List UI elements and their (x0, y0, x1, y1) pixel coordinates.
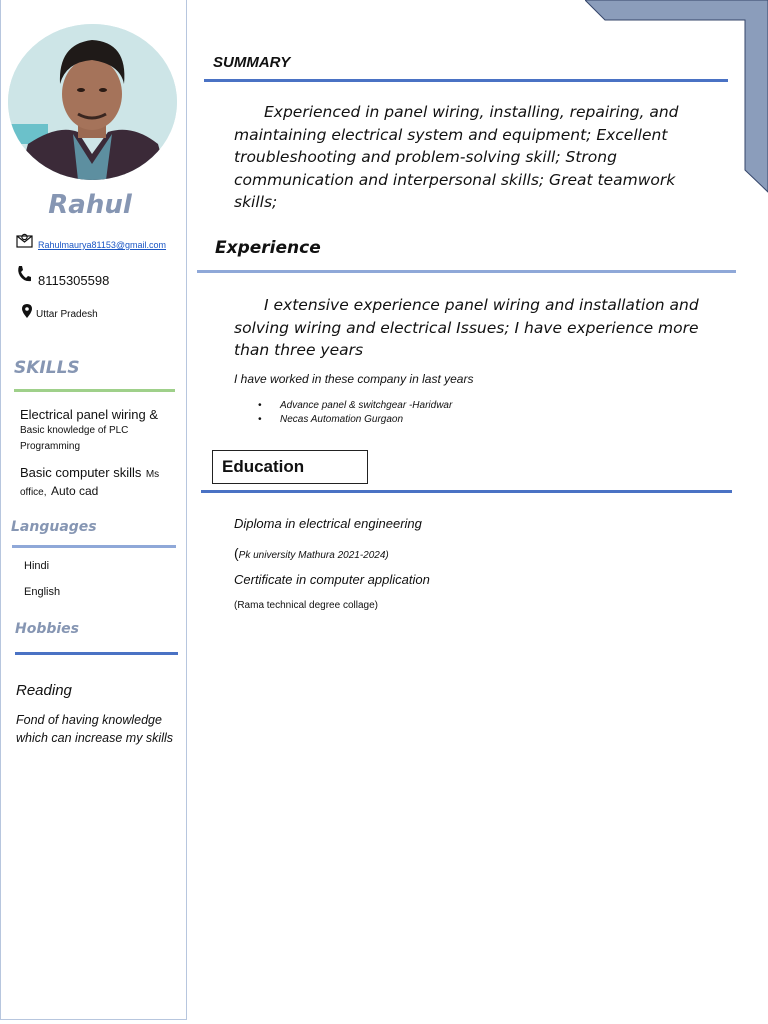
language-item: English (24, 586, 61, 598)
summary-divider (204, 79, 728, 82)
profile-photo (8, 24, 177, 180)
education-degree-info (234, 545, 389, 561)
skills-title: SKILLS (14, 358, 80, 378)
skill-line: Ms office, (20, 469, 160, 498)
education-title: Education (222, 457, 305, 476)
skill-line: Electrical panel wiring & (20, 407, 159, 422)
degree-info-text: Pk university Mathura 2021-2024) (238, 550, 389, 561)
skill-line: Auto cad (50, 484, 99, 498)
company-list (258, 399, 452, 427)
hobby-description: Fond of having knowledge which can increase my skills (16, 713, 173, 745)
education-divider (201, 490, 732, 493)
summary-text: Experienced in panel wiring, installing, repairing, and maintaining electrical system and equipment; Excellent troubleshooting and problem-solving skill; Strong communication and interpersonal skills; Great teamwork skills; (234, 103, 679, 211)
experience-divider (197, 270, 736, 273)
experience-subtitle: I have worked in these company in last years (234, 372, 474, 386)
hobbies-divider (15, 652, 178, 655)
education-degree: Diploma in electrical engineering (234, 516, 422, 531)
phone-number: 8115305598 (38, 273, 110, 288)
location-text: Uttar Pradesh (36, 309, 98, 320)
skill-item (20, 408, 178, 454)
languages-title: Languages (11, 519, 97, 535)
skill-line: Basic computer skills (20, 465, 142, 480)
skill-item (20, 465, 178, 501)
experience-text: I extensive experience panel wiring and installation and solving wiring and electrical Issues; I have experience more than three years (234, 296, 699, 359)
education-certificate: Certificate in computer application (234, 572, 430, 587)
summary-title: SUMMARY (213, 54, 291, 71)
skills-divider (14, 389, 175, 392)
location-pin-icon (22, 304, 32, 321)
contact-card-icon (16, 232, 33, 251)
phone-icon (16, 265, 32, 286)
hobbies-title: Hobbies (15, 621, 80, 637)
education-certificate-info: (Rama technical degree collage) (234, 600, 378, 611)
paren-text: ( (234, 545, 239, 561)
languages-divider (12, 545, 176, 548)
hobby-title: Reading (16, 682, 72, 699)
list-item: • Advance panel & switchgear -Haridwar (258, 399, 452, 413)
skill-line: Basic knowledge of PLC Programming (20, 425, 129, 452)
list-item: • Necas Automation Gurgaon (258, 413, 452, 427)
email-link[interactable]: Rahulmaurya81153@gmail.com (38, 240, 167, 250)
language-item: Hindi (24, 560, 50, 572)
experience-title: Experience (215, 238, 321, 258)
person-name: Rahul (48, 190, 132, 220)
